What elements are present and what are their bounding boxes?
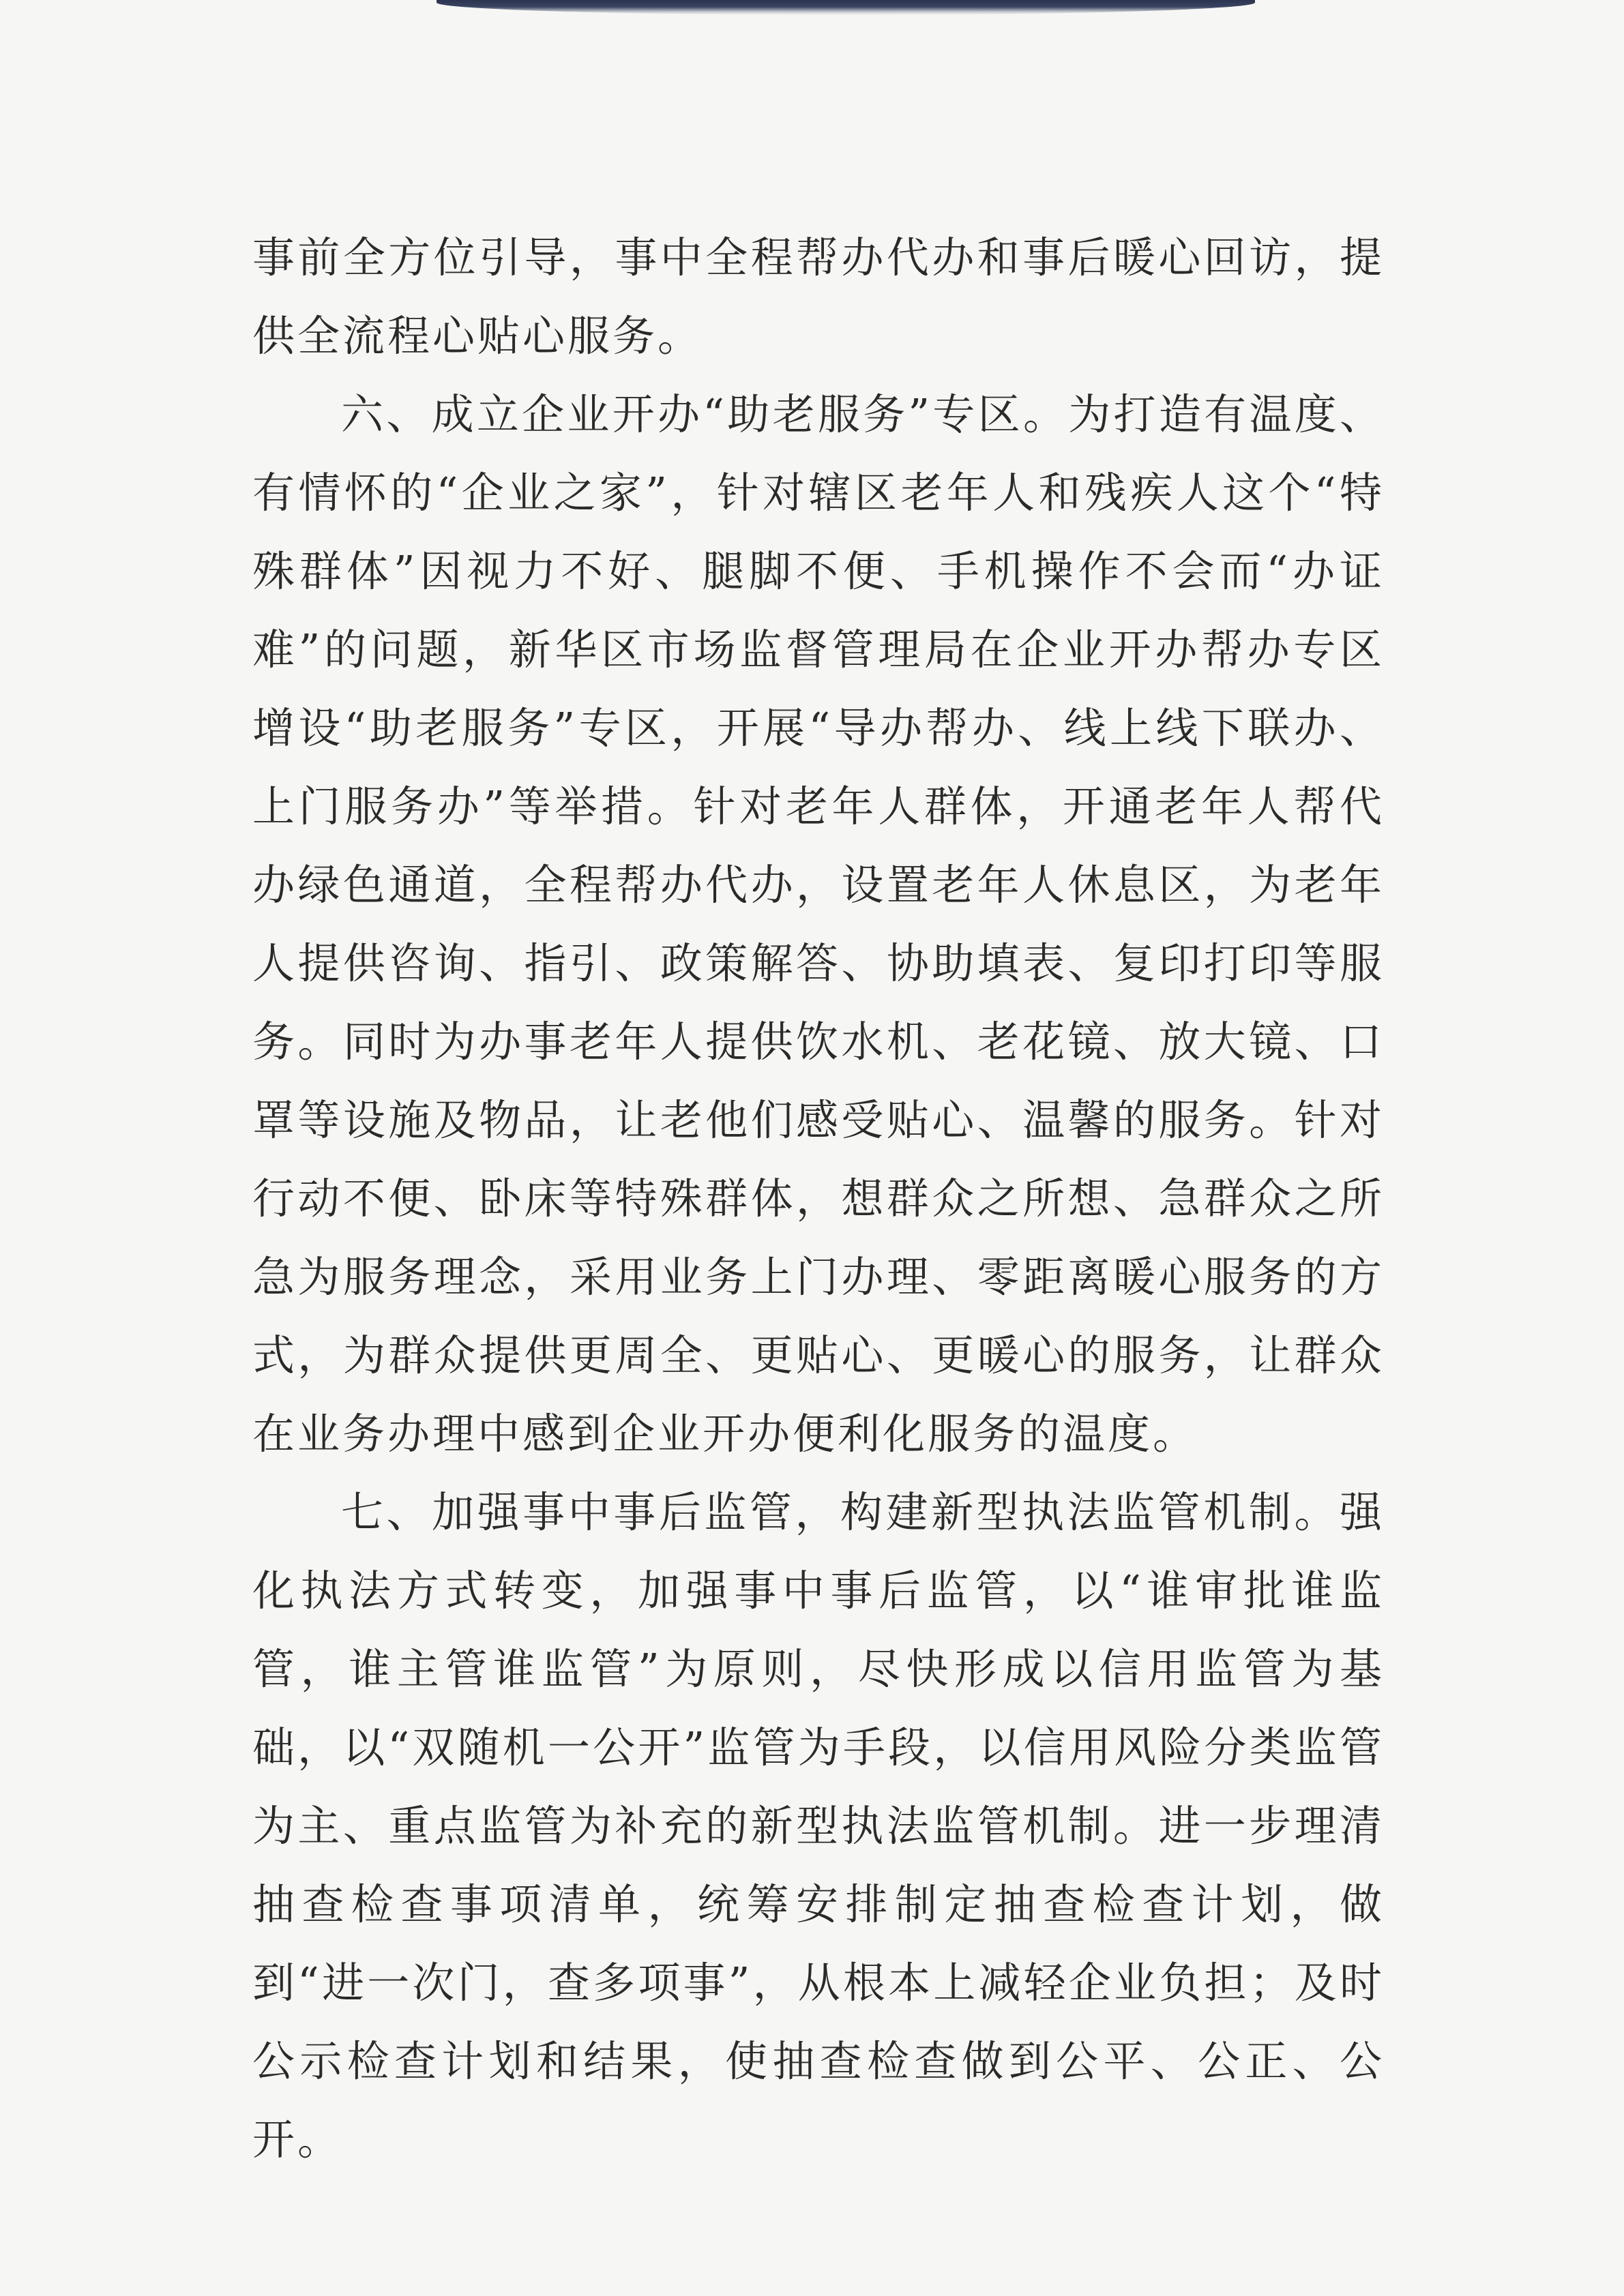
paragraph-section-7: 七、加强事中事后监管，构建新型执法监管机制。强化执法方式转变，加强事中事后监管，以“谁审批谁监管，谁主管谁监管”为原则，尽快形成以信用监管为基础，以“双随机一公开”监管为手段，以信用风险分类监管为主、重点监管为补充的新型执法监管机制。进一步理清抽查检查事项清单，统筹安排制定抽查检查计划，做到“进一次门，查多项事”，从根本上减轻企业负担；及时公示检查计划和结果，使抽查检查做到公平、公正、公开。 [252, 1487, 1385, 2164]
paragraph-continuation: 事前全方位引导，事中全程帮办代办和事后暖心回访，提供全流程心贴心服务。 [252, 233, 1385, 361]
paragraph-section-6: 六、成立企业开办“助老服务”专区。为打造有温度、有情怀的“企业之家”，针对辖区老年人和残疾人这个“特殊群体”因视力不好、腿脚不便、手机操作不会而“办证难”的问题，新华区市场监督管理局在企业开办帮办专区增设“助老服务”专区，开展“导办帮办、线上线下联办、上门服务办”等举措。针对老年人群体，开通老年人帮代办绿色通道，全程帮办代办，设置老年人休息区，为老年人提供咨询、指引、政策解答、协助填表、复印打印等服务。同时为办事老年人提供饮水机、老花镜、放大镜、口罩等设施及物品，让老他们感受贴心、温馨的服务。针对行动不便、卧床等特殊群体，想群众之所想、急群众之所急为服务理念，采用业务上门办理、零距离暖心服务的方式，为群众提供更周全、更贴心、更暖心的服务，让群众在业务办理中感到企业开办便利化服务的温度。 [252, 389, 1385, 1459]
document-body [252, 218, 1385, 2179]
scan-edge-shadow [437, 0, 1255, 15]
